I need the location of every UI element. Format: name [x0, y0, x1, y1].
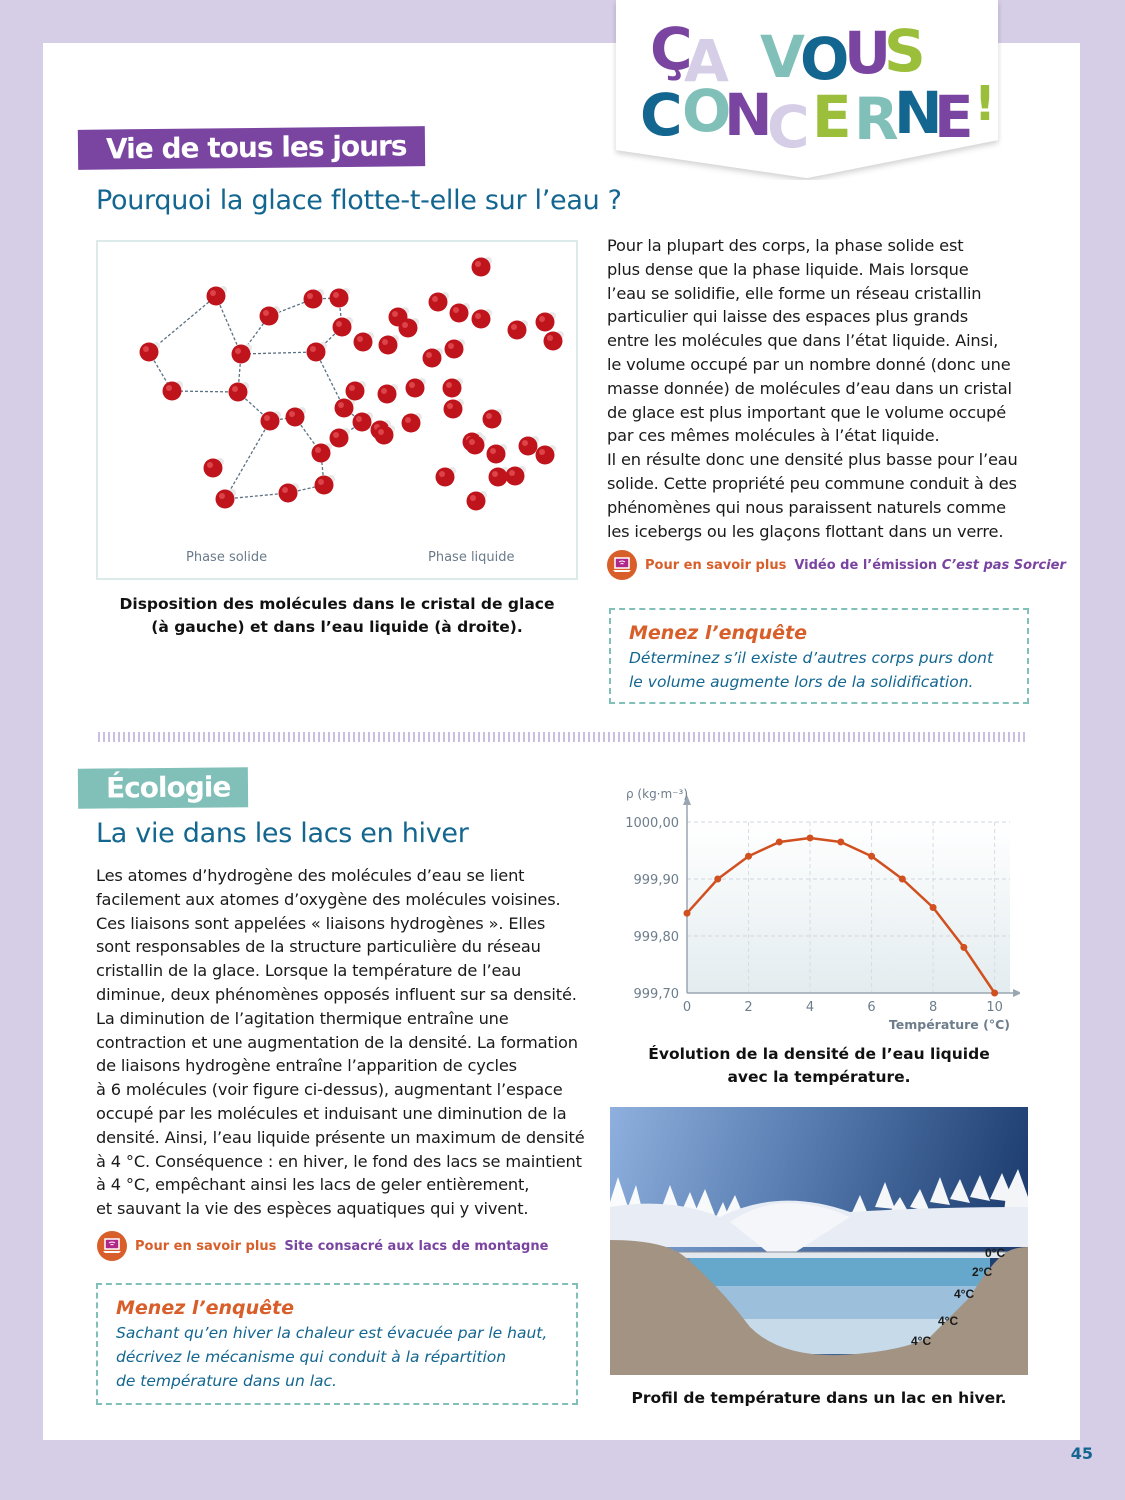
oxygen-atom [379, 336, 398, 355]
banner-letter: O [800, 25, 849, 93]
x-tick-label: 2 [744, 1000, 753, 1015]
link-text: Vidéo de l’émission [794, 557, 942, 573]
learn-more-label: Pour en savoir plus [645, 557, 787, 573]
text-line: Les atomes d’hydrogène des molécules d’eau se lient [96, 866, 525, 885]
learn-more-site[interactable] [97, 1231, 548, 1261]
oxygen-atom [472, 258, 491, 277]
section2-body [96, 864, 585, 1221]
text-line: contraction et une augmentation de la densité. La formation [96, 1032, 578, 1052]
x-axis-arrow [1013, 989, 1020, 997]
molecules-illustration [98, 242, 576, 578]
y-tick-label: 999,80 [633, 930, 679, 945]
learn-more-link[interactable]: Site consacré aux lacs de montagne [284, 1238, 549, 1254]
oxygen-atom [508, 321, 527, 340]
oxygen-atom [333, 318, 352, 337]
x-tick-label: 4 [805, 1000, 815, 1015]
oxygen-atom [286, 408, 305, 427]
banner-letter: C [767, 93, 809, 161]
show-name: C’est pas Sorcier [941, 557, 1066, 573]
text-line: à 4 °C, empêchant ainsi les lacs de geler entièrement, [96, 1175, 530, 1195]
investigation-box-2 [96, 1283, 578, 1405]
text-line: sont responsables de la structure particulière du réseau [96, 937, 541, 957]
oxygen-atom [260, 307, 279, 326]
data-point [930, 904, 937, 911]
text-line: entre les molécules que dans l’état liquide. Ainsi, [607, 331, 999, 351]
text-line: les icebergs ou les glaçons flottant dans un verre. [607, 521, 1004, 541]
text-line: à 6 molécules (voir figure ci-dessus), augmentant l’espace [96, 1080, 563, 1100]
investigation-question [116, 1321, 558, 1393]
oxygen-atom [429, 293, 448, 312]
text-line: solide. Cette propriété peu commune conduit à des [607, 473, 1017, 493]
oxygen-atom [353, 413, 372, 432]
question-line: Déterminez s’il existe d’autres corps purs dont [629, 649, 994, 667]
oxygen-atom [443, 379, 462, 398]
question-line: le volume augmente lors de la solidification. [629, 673, 974, 691]
text-line: à 4 °C. Conséquence : en hiver, le fond des lacs se maintient [96, 1151, 582, 1171]
banner-letter: S [884, 17, 925, 85]
caption-line: Disposition des molécules dans le cristal de glace [119, 595, 555, 613]
oxygen-atom [483, 410, 502, 429]
plot-area [687, 822, 1010, 993]
oxygen-atom [444, 400, 463, 419]
oxygen-atom [216, 490, 235, 509]
banner-letter: U [844, 19, 891, 87]
banner-letter: Ç [650, 15, 692, 83]
text-line: Il en résulte donc une densité plus basse pour l’eau [607, 450, 1018, 470]
text-line: occupé par les molécules et induisant une diminution de la [96, 1103, 567, 1123]
text-line: de glace est plus important que le volume occupé [607, 402, 1007, 422]
oxygen-atom [536, 313, 555, 332]
text-line: diminue, deux phénomènes opposés influent sur sa densité. [96, 984, 577, 1004]
laptop-wifi-icon [97, 1231, 127, 1261]
page-number: 45 [1070, 1444, 1093, 1463]
text-line: particulier qui laisse des espaces plus grands [607, 307, 969, 327]
oxygen-atom [399, 319, 418, 338]
oxygen-atom [312, 444, 331, 463]
oxygen-atom [450, 304, 469, 323]
caption-line: (à gauche) et dans l’eau liquide (à droite). [151, 618, 523, 636]
investigation-box-1 [609, 608, 1029, 704]
density-chart [600, 780, 1020, 1040]
lake-caption: Profil de température dans un lac en hiver. [631, 1389, 1007, 1407]
phase-solid-label: Phase solide [186, 550, 268, 565]
category-tag-ecology: Écologie [78, 767, 249, 808]
hydrogen-bond [225, 421, 270, 499]
oxygen-atom [506, 467, 525, 486]
oxygen-atom [307, 343, 326, 362]
oxygen-atom [536, 446, 555, 465]
oxygen-atom [346, 382, 365, 401]
x-axis-label: Température (°C) [888, 1017, 1010, 1032]
caption-line: Évolution de la densité de l’eau liquide [648, 1045, 990, 1063]
molecules-figure [96, 240, 578, 580]
data-point [960, 944, 967, 951]
data-point [776, 838, 783, 845]
section1-title: Pourquoi la glace flotte-t-elle sur l’eau ? [96, 185, 622, 216]
section-divider [98, 732, 1028, 742]
temp-label-0c: 0°C [985, 1246, 1006, 1260]
data-point [684, 910, 691, 917]
oxygen-atom [354, 333, 373, 352]
text-line: et sauvant la vie des espèces aquatiques qui y vivent. [96, 1199, 529, 1219]
oxygen-atom [472, 310, 491, 329]
ca-vous-concerne-banner [612, 0, 1002, 180]
oxygen-atom [519, 437, 538, 456]
investigation-question [629, 646, 1009, 694]
lake-profile-illustration [610, 1107, 1028, 1375]
data-point [899, 876, 906, 883]
oxygen-atom [544, 332, 563, 351]
oxygen-atom [163, 382, 182, 401]
chart-caption [610, 1043, 1028, 1089]
oxygen-atom [232, 345, 251, 364]
oxygen-atom [466, 436, 485, 455]
hydrogen-bond [241, 352, 316, 354]
question-line: Sachant qu’en hiver la chaleur est évacuée par le haut, [116, 1324, 548, 1342]
oxygen-atom [261, 412, 280, 431]
oxygen-atom [375, 426, 394, 445]
temp-label-4c: 4°C [911, 1334, 932, 1348]
x-tick-label: 8 [928, 1000, 938, 1015]
data-point [714, 876, 721, 883]
molecules-caption [96, 593, 578, 639]
data-point [868, 853, 875, 860]
hydrogen-bond [172, 391, 238, 392]
banner-letter: C [640, 81, 682, 149]
density-chart-svg [600, 780, 1020, 1040]
learn-more-link[interactable] [794, 558, 1066, 573]
text-line: le volume occupé par un nombre donné (donc une [607, 354, 1011, 374]
oxygen-atom [423, 349, 442, 368]
investigation-title: Menez l’enquête [116, 1297, 295, 1319]
y-axis-label: ρ (kg·m⁻³) [626, 787, 689, 801]
oxygen-atom [204, 459, 223, 478]
text-line: l’eau se solidifie, elle forme un réseau cristallin [607, 283, 982, 303]
caption-line: avec la température. [727, 1068, 911, 1086]
oxygen-atom [330, 429, 349, 448]
oxygen-atom [402, 414, 421, 433]
text-line: phénomènes qui nous paraissent naturels comme [607, 497, 1006, 517]
section2-title: La vie dans les lacs en hiver [96, 818, 469, 849]
oxygen-atom [378, 385, 397, 404]
text-line: Ces liaisons sont appelées « liaisons hydrogènes ». Elles [96, 913, 546, 933]
oxygen-atom [207, 287, 226, 306]
text-line: Pour la plupart des corps, la phase solide est [607, 236, 964, 255]
banner-letter: V [760, 23, 804, 91]
text-line: cristallin de la glace. Lorsque la température de l’eau [96, 961, 522, 981]
oxygen-atom [140, 343, 159, 362]
banner-letter: E [812, 83, 851, 151]
temp-label-4c: 4°C [954, 1287, 975, 1301]
banner-letter: O [682, 77, 731, 145]
oxygen-atom [445, 340, 464, 359]
phase-liquid-label: Phase liquide [428, 550, 515, 565]
text-line: de liaisons hydrogène entraîne l’apparition de cycles [96, 1056, 517, 1076]
banner-letter: E [934, 83, 973, 151]
oxygen-atom [436, 468, 455, 487]
y-tick-label: 1000,00 [625, 816, 679, 831]
temp-label-4c: 4°C [938, 1314, 959, 1328]
learn-more-label: Pour en savoir plus [135, 1238, 277, 1254]
laptop-wifi-icon [607, 550, 637, 580]
learn-more-video[interactable] [607, 550, 1066, 580]
investigation-title: Menez l’enquête [629, 622, 808, 644]
oxygen-atom [487, 445, 506, 464]
oxygen-atom [406, 379, 425, 398]
banner-letter: N [894, 79, 942, 147]
x-tick-label: 6 [867, 1000, 876, 1015]
section1-body [607, 234, 1018, 543]
category-tag-daily-life: Vie de tous les jours [78, 126, 425, 170]
text-line: facilement aux atomes d’oxygène des molécules voisines. [96, 889, 561, 909]
data-point [991, 990, 998, 997]
text-line: par ces mêmes molécules à l’état liquide. [607, 426, 940, 446]
oxygen-atom [229, 383, 248, 402]
text-line: masse donnée) de molécules d’eau dans un cristal [607, 378, 1012, 398]
oxygen-atom [335, 399, 354, 418]
text-line: densité. Ainsi, l’eau liquide présente un maximum de densité [96, 1127, 585, 1147]
banner-letter: R [854, 85, 898, 153]
y-tick-label: 999,90 [633, 873, 679, 888]
oxygen-atom [315, 476, 334, 495]
x-tick-label: 10 [986, 1000, 1003, 1015]
oxygen-atom [330, 289, 349, 308]
oxygen-atom [467, 492, 486, 511]
data-point [745, 853, 752, 860]
data-point [837, 838, 844, 845]
question-line: de température dans un lac. [116, 1372, 337, 1390]
banner-letter: A [684, 27, 728, 95]
banner-letter: ! [974, 76, 995, 132]
data-point [807, 834, 814, 841]
text-line: plus dense que la phase liquide. Mais lorsque [607, 259, 969, 279]
question-line: décrivez le mécanisme qui conduit à la répartition [116, 1348, 507, 1366]
y-tick-label: 999,70 [633, 987, 679, 1002]
water-layer-2c [690, 1258, 993, 1286]
x-tick-label: 0 [682, 1000, 692, 1015]
oxygen-atom [489, 468, 508, 487]
oxygen-atom [304, 290, 323, 309]
oxygen-atom [279, 484, 298, 503]
text-line: La diminution de l’agitation thermique entraîne une [96, 1008, 509, 1028]
temp-label-2c: 2°C [972, 1265, 993, 1279]
banner-letter: N [724, 81, 772, 149]
